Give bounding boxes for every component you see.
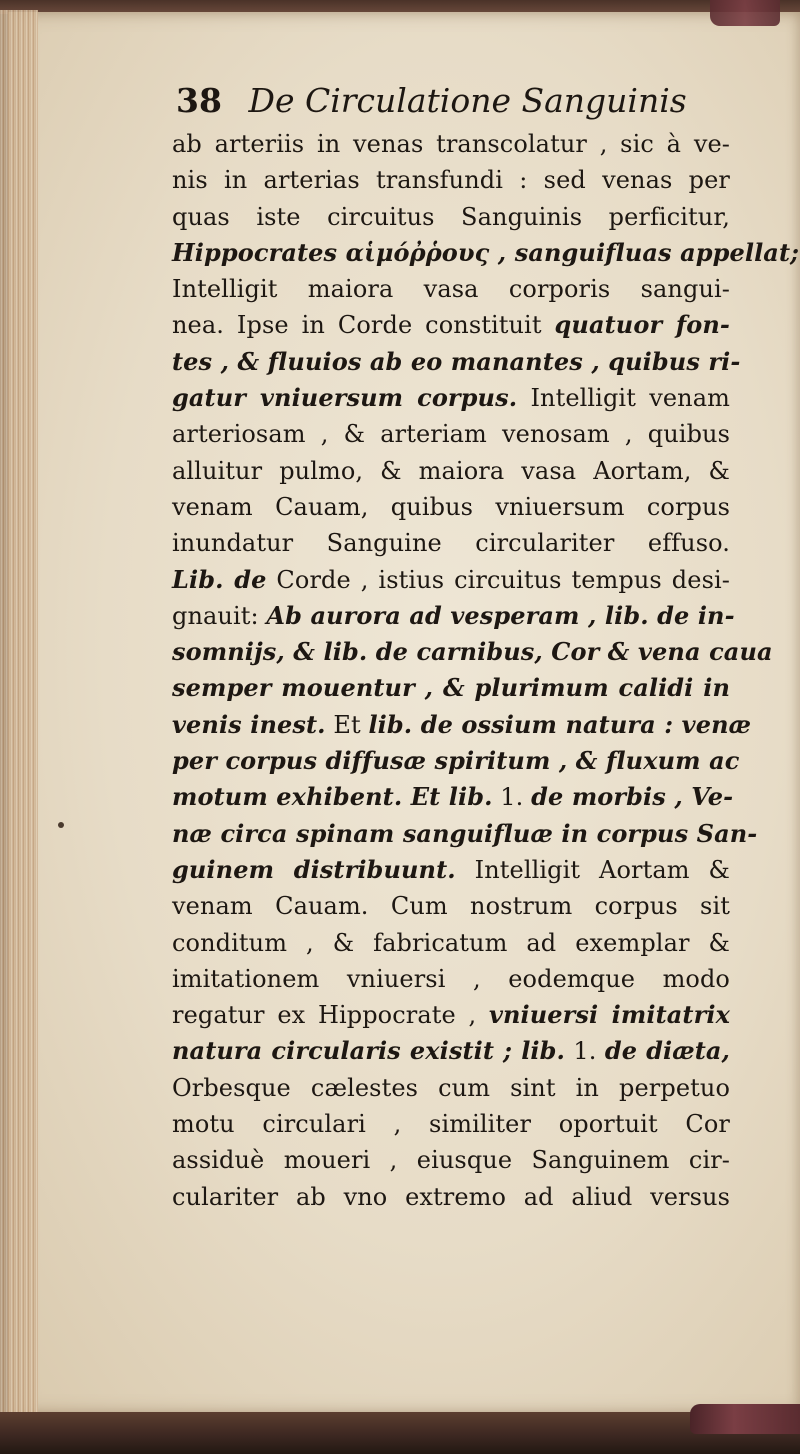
italic-segment: de morbis , Ve- <box>531 782 734 812</box>
text-line <box>172 1179 730 1215</box>
italic-segment: Lib. de <box>172 564 267 594</box>
roman-segment: quas iste circuitus Sanguinis perficitur, <box>172 202 730 231</box>
roman-segment: Orbesque cælestes cum sint in perpetuo <box>172 1073 730 1102</box>
body-text <box>172 126 800 1215</box>
roman-segment: nis in arterias transfundi : sed venas per <box>172 166 730 195</box>
text-line <box>172 997 730 1033</box>
page-header <box>176 78 687 124</box>
roman-segment: culariter ab vno extremo ad aliud versus <box>172 1182 730 1211</box>
roman-segment: arteriosam , & arteriam venosam , quibus <box>172 420 730 449</box>
text-line <box>172 344 741 380</box>
text-line <box>172 562 730 598</box>
text-line <box>172 380 730 416</box>
italic-segment: vniuersi imitatrix <box>488 1000 730 1030</box>
roman-segment: gnauit: <box>172 601 267 630</box>
roman-segment: Corde , istius circuitus tempus desi- <box>266 565 730 594</box>
roman-segment: imitationem vniuersi , eodemque modo <box>172 964 730 993</box>
text-line <box>172 743 740 779</box>
text-line <box>172 453 730 489</box>
text-line <box>172 416 730 452</box>
italic-segment: de diæta, <box>604 1036 730 1066</box>
text-line <box>172 598 735 634</box>
roman-segment: motu circulari , similiter oportuit Cor <box>172 1110 730 1139</box>
text-line <box>172 816 758 852</box>
roman-segment: Intelligit maiora vasa corporis sangui- <box>172 275 730 304</box>
roman-segment: assiduè moueri , eiusque Sanguinem cir- <box>172 1146 730 1175</box>
text-line <box>172 888 730 924</box>
page-number: 38 <box>176 81 222 120</box>
roman-segment: 1. <box>564 1037 605 1066</box>
roman-segment: venam Cauam. Cum nostrum corpus sit <box>172 892 730 921</box>
text-line <box>172 199 730 235</box>
text-line <box>172 162 730 198</box>
text-line <box>172 961 730 997</box>
text-line <box>172 779 734 815</box>
roman-segment: 1. <box>492 783 532 812</box>
text-line <box>172 1033 730 1069</box>
italic-segment: per corpus diffusæ spiritum , & fluxum ac <box>172 746 740 776</box>
italic-segment: venis inest. <box>172 709 326 739</box>
roman-segment: conditum , & fabricatum ad exemplar & <box>172 928 730 957</box>
italic-segment: Hippocrates αἱμόῤῥους , sanguifluas appellat; <box>172 237 800 267</box>
italic-segment: guinem distribuunt. <box>172 854 456 884</box>
bookmark-ribbon-top <box>710 0 780 26</box>
roman-segment: Et <box>325 710 369 739</box>
bookmark-ribbon-bottom <box>690 1404 800 1434</box>
italic-segment: semper mouentur , & plurimum calidi in <box>172 673 730 703</box>
roman-segment: venam Cauam, quibus vniuersum corpus <box>172 492 730 521</box>
roman-segment: Intelligit venam <box>517 384 730 413</box>
italic-segment: lib. de ossium natura : venæ <box>368 709 752 739</box>
italic-segment: tes , & fluuios ab eo manantes , quibus ri- <box>172 346 741 376</box>
running-title: De Circulatione Sanguinis <box>248 81 687 120</box>
roman-segment: Intelligit Aortam & <box>455 855 730 884</box>
text-line <box>172 235 800 271</box>
text-line <box>172 126 730 162</box>
text-line <box>172 852 730 888</box>
italic-segment: næ circa spinam sanguifluæ in corpus San- <box>172 818 758 848</box>
italic-segment: somnijs, & lib. de carnibus, Cor & vena caua <box>172 637 773 667</box>
page-gutter-edge <box>0 10 38 1430</box>
text-line <box>172 307 730 343</box>
text-line <box>172 925 730 961</box>
italic-segment: motum exhibent. Et lib. <box>172 782 493 812</box>
text-line <box>172 670 730 706</box>
roman-segment: ab arteriis in venas transcolatur , sic à ve- <box>172 130 730 158</box>
italic-segment: Ab aurora ad vesperam , lib. de in- <box>266 600 735 630</box>
text-line <box>172 634 773 670</box>
italic-segment: gatur vniuersum corpus. <box>172 383 518 413</box>
text-line <box>172 271 730 307</box>
text-line <box>172 707 752 743</box>
italic-segment: quatuor fon- <box>554 310 730 340</box>
roman-segment: nea. Ipse in Corde constituit <box>172 311 555 340</box>
text-line <box>172 489 730 525</box>
margin-mark <box>58 822 64 828</box>
italic-segment: natura circularis existit ; lib. <box>172 1036 565 1066</box>
text-line <box>172 1142 730 1178</box>
book-bottom-edge <box>0 1412 800 1454</box>
roman-segment: alluitur pulmo, & maiora vasa Aortam, & <box>172 456 730 485</box>
text-line <box>172 525 730 561</box>
roman-segment: regatur ex Hippocrate , <box>172 1001 489 1030</box>
roman-segment: inundatur Sanguine circulariter effuso. <box>172 529 730 558</box>
text-line <box>172 1070 730 1106</box>
text-line <box>172 1106 730 1142</box>
